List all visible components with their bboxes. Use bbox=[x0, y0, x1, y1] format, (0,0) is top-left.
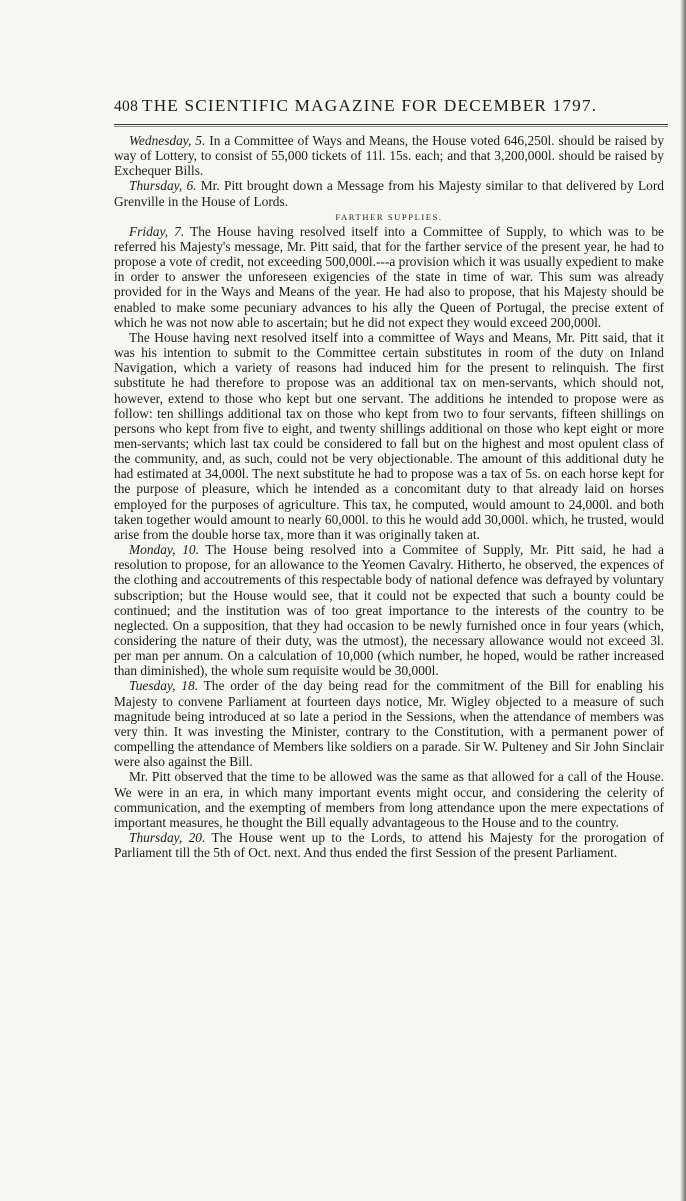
header-rule-thin bbox=[114, 126, 668, 127]
paragraph-pitt-observed bbox=[114, 769, 664, 830]
date-lead: Thursday, 6. bbox=[129, 178, 197, 194]
running-title: THE SCIENTIFIC MAGAZINE FOR DECEMBER 1797. bbox=[142, 96, 598, 115]
paragraph-friday bbox=[114, 224, 664, 330]
date-lead: Tuesday, 18. bbox=[129, 678, 199, 694]
paragraph-text: In a Committee of Ways and Means, the House voted 646,250l. should be raised by way of Lottery, to consist of 55,000 tickets of 11l. 15s. each; and that 3,200,000l. should be raised by Exchequer Bills. bbox=[114, 133, 665, 179]
page-number: 408 bbox=[114, 98, 139, 115]
paragraph-text: Mr. Pitt observed that the time to be allowed was the same as that allowed for a call of the House. We were in an era, in which many important events might occur, and considering the celerity of communication, and the exempting of members from long attendance upon the mere expectations of important measures, he thought the Bill equally advantageous to the House and to the country. bbox=[114, 769, 664, 830]
header-rule bbox=[114, 124, 668, 125]
paragraph-wednesday bbox=[114, 133, 664, 178]
paragraph-text: The House being resolved into a Commitee of Supply, Mr. Pitt said, he had a resolution to propose, for an allowance to the Yeomen Cavalry. Hitherto, he observed, the expences of the clothing and accoutrements of this respectable body of national defence was defrayed by voluntary subscription; but the House would see, that it could not be expected that such a bounty could be continued; and the institution was of too great importance to the interests of the country to be neglected. On a supposition, that they had occasion to be newly furnished once in four years (which, considering the nature of their duty, was the utmost), the necessary allowance would not exceed 3l. per man per annum. On a calculation of 10,000 (which number, he hoped, would be rather increased than diminished), the whole sum requisite would be 30,000l. bbox=[114, 542, 664, 679]
paragraph-text: The House went up to the Lords, to attend his Majesty for the prorogation of Parliament till the 5th of Oct. next. And thus ended the first Session of the present Parliament. bbox=[114, 830, 665, 861]
article-body bbox=[114, 133, 664, 860]
date-lead: Friday, 7. bbox=[129, 223, 185, 239]
paragraph-text: Mr. Pitt brought down a Message from his Majesty similar to that delivered by Lord Grenville in the House of Lords. bbox=[114, 178, 664, 209]
paragraph-tuesday bbox=[114, 678, 664, 769]
paragraph-text: The House having resolved itself into a Committee of Supply, to which was to be referred his Majesty's message, Mr. Pitt said, that for the farther service of the present year, he had to propose a vote of credit, not exceeding 500,000l.---a provision which it was usually expedient to make in order to answer the unforeseen exigencies of the state in time of war. This sum was already provided for in the Ways and Means of the year. He had also to propose, that his Majesty should be enabled to make some pecuniary advances to his ally the Queen of Portugal, the precise extent of which he was not now able to ascertain; but he did not expect they would exceed 200,000l. bbox=[114, 223, 664, 330]
paragraph-text: The House having next resolved itself into a committee of Ways and Means, Mr. Pitt said, that it was his intention to submit to the Committee certain substitutes in room of the duty on Inland Navigation, which a variety of reasons had induced him for the present to relinquish. The first substitute he had therefore to propose was an additional tax on men-servants, which should not, however, extend to those who kept but one servant. The additions he intended to propose were as follow: ten shillings additional tax on those who kept from two to four servants, fifteen shillings on persons who kept from five to eight, and twenty shillings additional on those who kept eight or more men-servants; which last tax could be considered to fall but on the highest and most opulent class of the community, and, as such, could not be very objectionable. The amount of this additional duty he had estimated at 34,000l. The next substitute he had to propose was a tax of 5s. on each horse kept for the purpose of pleasure, which he intended as a concomitant duty to that already laid on horses employed for the purposes of agriculture. This tax, he computed, would amount to 24,000l. and both taken together would amount to nearly 60,000l. to this he would add 30,000l. which, he trusted, would arise from the double horse tax, more than it was originally taken at. bbox=[114, 329, 664, 542]
date-lead: Monday, 10. bbox=[129, 542, 199, 558]
running-header bbox=[114, 98, 668, 124]
section-heading: FARTHER SUPPLIES. bbox=[335, 211, 443, 222]
paragraph-thursday-20 bbox=[114, 830, 664, 860]
paragraph-monday bbox=[114, 542, 664, 678]
date-lead: Wednesday, 5. bbox=[129, 133, 206, 148]
paragraph-thursday-6 bbox=[114, 178, 664, 208]
paragraph-ways-means bbox=[114, 330, 664, 542]
page-edge-shadow bbox=[680, 0, 686, 1201]
paragraph-text: The order of the day being read for the commitment of the Bill for enabling his Majesty to convene Parliament at fourteen days notice, Mr. Wigley objected to a measure of such magnitude being introduced at so late a period in the Sessions, when the attendance of members was very thin. It was investing the Minister, contrary to the Constitution, with a permanent power of compelling the attendance of Members like soldiers on a parade. Sir W. Pulteney and Sir John Sinclair were also against the Bill. bbox=[114, 678, 664, 770]
date-lead: Thursday, 20. bbox=[129, 830, 206, 846]
